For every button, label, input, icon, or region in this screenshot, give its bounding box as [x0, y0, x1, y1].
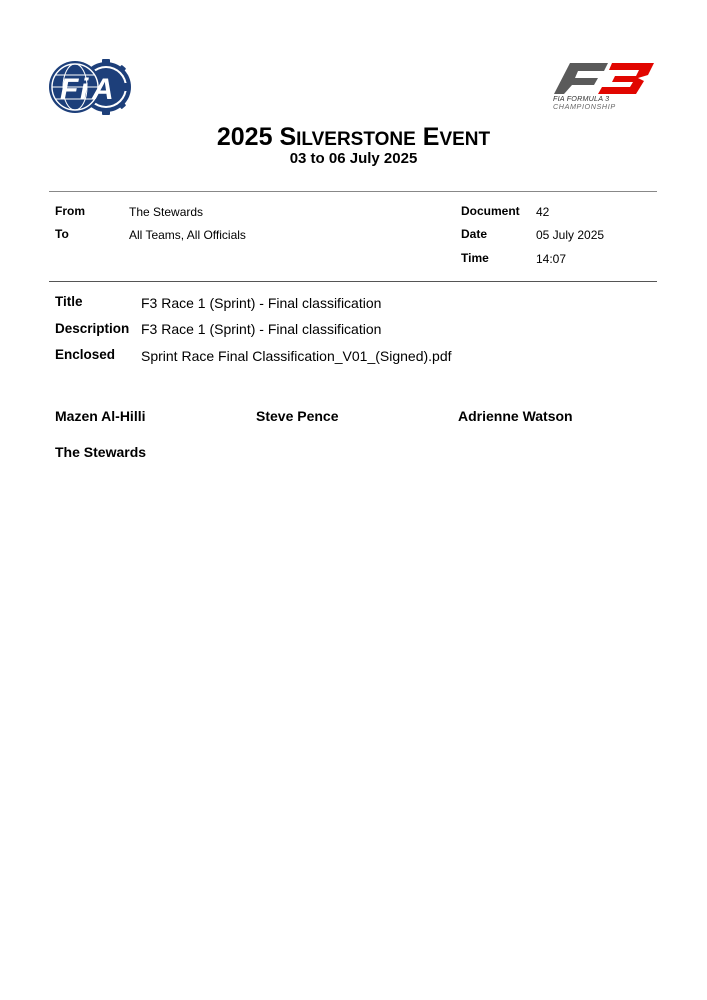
meta-divider	[49, 281, 657, 282]
steward-name-2: Steve Pence	[256, 408, 339, 424]
from-label: From	[55, 204, 85, 218]
description-value: F3 Race 1 (Sprint) - Final classification	[141, 321, 382, 337]
event-year: 2025	[216, 123, 273, 151]
title-label: Title	[55, 294, 83, 309]
header-divider	[49, 191, 657, 192]
date-value: 05 July 2025	[536, 228, 605, 242]
to-label: To	[55, 227, 69, 241]
svg-text:A: A	[92, 73, 114, 106]
event-word2-rest: VENT	[439, 129, 491, 150]
steward-name-1: Mazen Al-Hilli	[55, 408, 146, 424]
from-value: The Stewards	[129, 205, 204, 219]
event-word1-rest: ILVERSTONE	[296, 129, 416, 150]
svg-text:F: F	[60, 73, 79, 106]
to-value: All Teams, All Officials	[129, 228, 246, 242]
event-dates: 03 to 06 July 2025	[289, 150, 418, 167]
document-value: 42	[536, 205, 550, 219]
time-label: Time	[461, 251, 489, 265]
time-value: 14:07	[536, 252, 567, 266]
date-label: Date	[461, 227, 488, 241]
event-word2-cap: E	[422, 123, 440, 151]
event-word1-cap: S	[279, 123, 297, 151]
f3-logo-line1: FIA FORMULA 3	[553, 94, 610, 103]
fia-logo-icon	[46, 56, 134, 118]
document-label: Document	[461, 204, 520, 218]
svg-text:i: i	[80, 73, 89, 106]
f3-logo-caption	[553, 95, 657, 110]
steward-name-3: Adrienne Watson	[458, 408, 573, 424]
title-value: F3 Race 1 (Sprint) - Final classification	[141, 295, 382, 311]
description-label: Description	[55, 321, 130, 336]
enclosed-attachment-link[interactable]: Sprint Race Final Classification_V01_(Signed).pdf	[141, 348, 452, 364]
f3-logo-line2: CHAMPIONSHIP	[553, 101, 616, 111]
signed-by: The Stewards	[55, 444, 147, 460]
enclosed-label: Enclosed	[55, 347, 116, 362]
